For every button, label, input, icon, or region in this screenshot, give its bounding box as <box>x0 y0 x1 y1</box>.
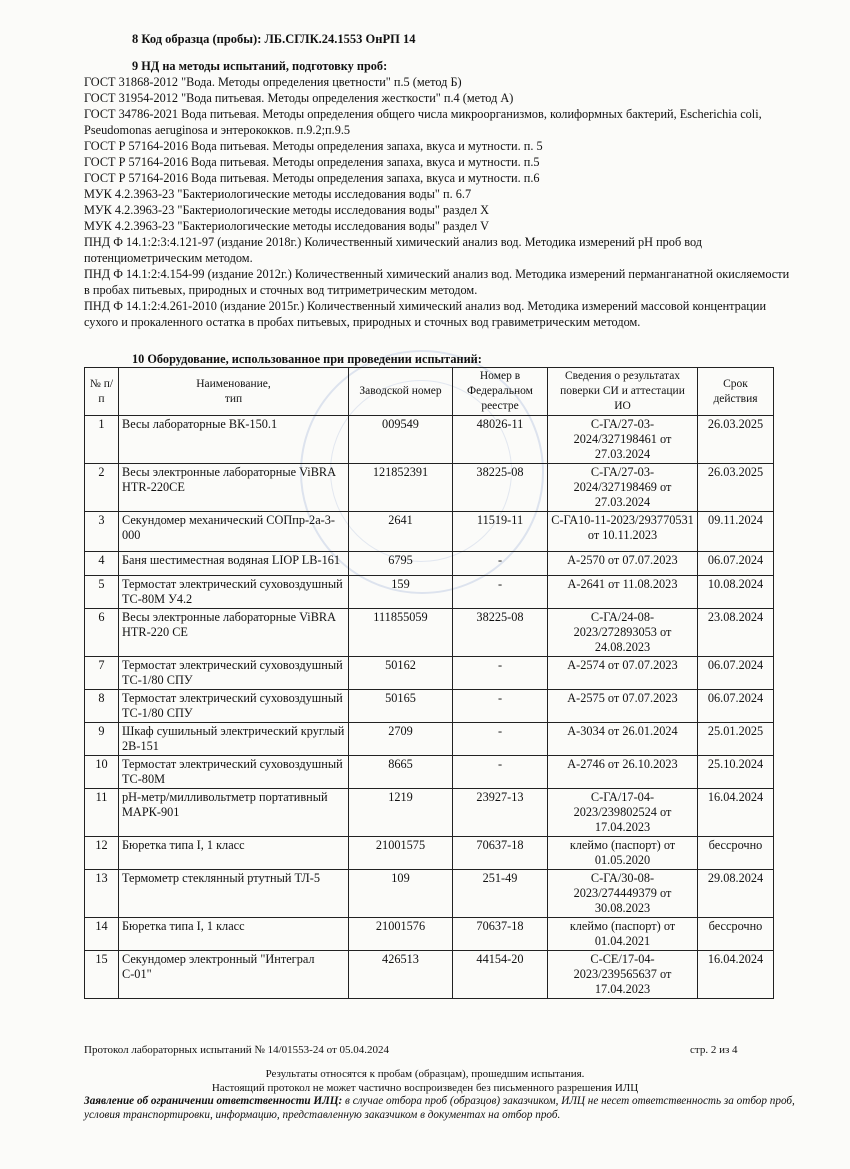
column-header-verification: Сведения о результатах поверки СИ и аттестации ИО <box>548 368 698 416</box>
cell-name: Термостат электрический суховоздушный ТС-1/80 СПУ <box>119 657 349 690</box>
nd-heading: 9 НД на методы испытаний, подготовку проб: <box>132 59 388 73</box>
cell-registry: 251-49 <box>453 870 548 918</box>
cell-validity: 10.08.2024 <box>698 576 774 609</box>
cell-verification: С-СЕ/17-04-2023/239565637 от 17.04.2023 <box>548 951 698 999</box>
disclaimer-text: в случае отбора проб (образцов) заказчиком, ИЛЦ не несет ответственность за отбор проб, условия транспортировки, информацию, представленную заказчиком в документах на отбор проб. <box>84 1095 795 1121</box>
cell-registry: 38225-08 <box>453 464 548 512</box>
cell-name: Баня шестиместная водяная LIOP LB-161 <box>119 552 349 576</box>
nd-line: МУК 4.2.3963-23 "Бактериологические методы исследования воды" раздел X <box>84 203 490 217</box>
equipment-table <box>84 367 774 999</box>
cell-verification: А-2641 от 11.08.2023 <box>548 576 698 609</box>
cell-registry: - <box>453 690 548 723</box>
cell-number: 11 <box>85 789 119 837</box>
cell-serial: 50162 <box>349 657 453 690</box>
cell-number: 5 <box>85 576 119 609</box>
cell-validity: 26.03.2025 <box>698 416 774 464</box>
cell-registry: - <box>453 576 548 609</box>
cell-verification: А-3034 от 26.01.2024 <box>548 723 698 756</box>
nd-line: ПНД Ф 14.1:2:4.154-99 (издание 2012г.) Количественный химический анализ вод. Методика измерений перманганатной окисляемости в пробах питьевых, природных и сточных вод титриметрическим методом. <box>84 267 790 297</box>
cell-number: 13 <box>85 870 119 918</box>
table-row <box>85 723 774 756</box>
cell-validity: 25.01.2025 <box>698 723 774 756</box>
cell-number: 3 <box>85 512 119 552</box>
cell-validity: 06.07.2024 <box>698 552 774 576</box>
cell-verification: А-2746 от 26.10.2023 <box>548 756 698 789</box>
cell-registry: - <box>453 657 548 690</box>
table-row <box>85 657 774 690</box>
cell-number: 12 <box>85 837 119 870</box>
cell-verification: А-2574 от 07.07.2023 <box>548 657 698 690</box>
nd-line: МУК 4.2.3963-23 "Бактериологические методы исследования воды" раздел V <box>84 219 490 233</box>
cell-registry: 11519-11 <box>453 512 548 552</box>
nd-line: ПНД Ф 14.1:2:4.261-2010 (издание 2015г.) Количественный химический анализ вод. Методика измерений массовой концентрации сухого и прокаленного остатка в пробах питьевых, природных и сточных вод гравиметрическим методом. <box>84 299 767 329</box>
cell-verification: А-2575 от 07.07.2023 <box>548 690 698 723</box>
cell-number: 6 <box>85 609 119 657</box>
cell-name: Весы электронные лабораторные ViBRA HTR-220CE <box>119 464 349 512</box>
column-header-validity: Срок действия <box>698 368 774 416</box>
cell-number: 1 <box>85 416 119 464</box>
cell-serial: 21001576 <box>349 918 453 951</box>
table-row <box>85 552 774 576</box>
column-header-number: № п/п <box>85 368 119 416</box>
cell-validity: 06.07.2024 <box>698 657 774 690</box>
nd-line: ГОСТ Р 57164-2016 Вода питьевая. Методы определения запаха, вкуса и мутности. п. 5 <box>84 139 543 153</box>
cell-registry: 38225-08 <box>453 609 548 657</box>
cell-registry: 70637-18 <box>453 918 548 951</box>
cell-registry: - <box>453 723 548 756</box>
cell-name: Секундомер механический СОПпр-2а-3-000 <box>119 512 349 552</box>
disclaimer-title: Заявление об ограничении ответственности ИЛЦ: <box>84 1095 343 1107</box>
cell-number: 9 <box>85 723 119 756</box>
sample-code-label: 8 Код образца (пробы): <box>132 32 262 46</box>
cell-verification: клеймо (паспорт) от 01.05.2020 <box>548 837 698 870</box>
cell-number: 15 <box>85 951 119 999</box>
cell-registry: 48026-11 <box>453 416 548 464</box>
cell-serial: 109 <box>349 870 453 918</box>
cell-serial: 2709 <box>349 723 453 756</box>
cell-validity: 29.08.2024 <box>698 870 774 918</box>
nd-line: ГОСТ 31868-2012 "Вода. Методы определения цветности" п.5 (метод Б) <box>84 75 462 89</box>
nd-line: ГОСТ Р 57164-2016 Вода питьевая. Методы определения запаха, вкуса и мутности. п.5 <box>84 155 540 169</box>
nd-line: ПНД Ф 14.1:2:3:4.121-97 (издание 2018г.) Количественный химический анализ вод. Методика измерений pH проб вод потенциометрическим методом. <box>84 235 703 265</box>
cell-registry: - <box>453 756 548 789</box>
cell-validity: 23.08.2024 <box>698 609 774 657</box>
cell-name: Бюретка типа I, 1 класс <box>119 918 349 951</box>
cell-verification: С-ГА10-11-2023/293770531 от 10.11.2023 <box>548 512 698 552</box>
cell-validity: бессрочно <box>698 918 774 951</box>
cell-validity: 16.04.2024 <box>698 789 774 837</box>
cell-name: Термостат электрический суховоздушный ТС-80М <box>119 756 349 789</box>
equipment-table-body <box>85 416 774 999</box>
table-row <box>85 918 774 951</box>
footer-results-line: Результаты относятся к пробам (образцам), прошедшим испытания. <box>265 1068 585 1080</box>
table-row <box>85 416 774 464</box>
cell-verification: А-2570 от 07.07.2023 <box>548 552 698 576</box>
footer-results-note <box>0 1067 850 1095</box>
cell-name: Весы электронные лабораторные ViBRA HTR-220 CE <box>119 609 349 657</box>
footer-page-number: стр. 2 из 4 <box>690 1044 738 1056</box>
nd-line: МУК 4.2.3963-23 "Бактериологические методы исследования воды" п. 6.7 <box>84 187 472 201</box>
table-row <box>85 789 774 837</box>
cell-verification: С-ГА/24-08-2023/272893053 от 24.08.2023 <box>548 609 698 657</box>
column-header-serial: Заводской номер <box>349 368 453 416</box>
cell-verification: С-ГА/27-03-2024/327198469 от 27.03.2024 <box>548 464 698 512</box>
equipment-heading: 10 Оборудование, использованное при проведении испытаний: <box>132 352 482 366</box>
table-row <box>85 870 774 918</box>
table-row <box>85 576 774 609</box>
cell-serial: 2641 <box>349 512 453 552</box>
cell-validity: 25.10.2024 <box>698 756 774 789</box>
cell-name: Весы лабораторные ВК-150.1 <box>119 416 349 464</box>
cell-verification: С-ГА/30-08-2023/274449379 от 30.08.2023 <box>548 870 698 918</box>
nd-line: ГОСТ 34786-2021 Вода питьевая. Методы определения общего числа микроорганизмов, колиформных бактерий, Escherichia coli, Pseudomonas aeruginosa и энтерококков. п.9.2;п.9.5 <box>84 107 762 137</box>
cell-validity: 16.04.2024 <box>698 951 774 999</box>
column-header-registry: Номер в Федеральном реестре <box>453 368 548 416</box>
cell-number: 4 <box>85 552 119 576</box>
table-row <box>85 756 774 789</box>
cell-registry: - <box>453 552 548 576</box>
cell-name: Термостат электрический суховоздушный ТС-80М У4.2 <box>119 576 349 609</box>
cell-serial: 8665 <box>349 756 453 789</box>
cell-name: Секундомер электронный "Интеграл С-01" <box>119 951 349 999</box>
cell-validity: 09.11.2024 <box>698 512 774 552</box>
cell-number: 14 <box>85 918 119 951</box>
cell-name: Термостат электрический суховоздушный ТС-1/80 СПУ <box>119 690 349 723</box>
cell-number: 10 <box>85 756 119 789</box>
cell-serial: 009549 <box>349 416 453 464</box>
sample-code-value: ЛБ.СГЛК.24.1553 ОнРП 14 <box>264 32 416 46</box>
cell-registry: 23927-13 <box>453 789 548 837</box>
footer-results-line: Настоящий протокол не может частично воспроизведен без письменного разрешения ИЛЦ <box>211 1082 639 1094</box>
nd-line: ГОСТ 31954-2012 "Вода питьевая. Методы определения жесткости" п.4 (метод А) <box>84 91 514 105</box>
cell-serial: 50165 <box>349 690 453 723</box>
cell-serial: 6795 <box>349 552 453 576</box>
nd-methods-section <box>84 58 796 330</box>
cell-validity: 26.03.2025 <box>698 464 774 512</box>
footer-protocol-ref: Протокол лабораторных испытаний № 14/01553-24 от 05.04.2024 <box>84 1044 390 1056</box>
cell-serial: 426513 <box>349 951 453 999</box>
table-row <box>85 837 774 870</box>
table-row <box>85 464 774 512</box>
cell-number: 2 <box>85 464 119 512</box>
cell-name: Шкаф сушильный электрический круглый 2В-151 <box>119 723 349 756</box>
cell-validity: 06.07.2024 <box>698 690 774 723</box>
table-row <box>85 951 774 999</box>
cell-number: 7 <box>85 657 119 690</box>
nd-line: ГОСТ Р 57164-2016 Вода питьевая. Методы определения запаха, вкуса и мутности. п.6 <box>84 171 540 185</box>
cell-verification: С-ГА/17-04-2023/239802524 от 17.04.2023 <box>548 789 698 837</box>
table-row <box>85 609 774 657</box>
cell-registry: 44154-20 <box>453 951 548 999</box>
cell-name: pH-метр/милливольтметр портативный МАРК-901 <box>119 789 349 837</box>
cell-verification: С-ГА/27-03-2024/327198461 от 27.03.2024 <box>548 416 698 464</box>
cell-registry: 70637-18 <box>453 837 548 870</box>
cell-serial: 159 <box>349 576 453 609</box>
column-header-name: Наименование, тип <box>119 368 349 416</box>
cell-verification: клеймо (паспорт) от 01.04.2021 <box>548 918 698 951</box>
cell-name: Бюретка типа I, 1 класс <box>119 837 349 870</box>
cell-name: Термометр стеклянный ртутный ТЛ-5 <box>119 870 349 918</box>
sample-code-line <box>132 32 415 47</box>
footer-disclaimer <box>84 1094 798 1122</box>
table-row <box>85 512 774 552</box>
cell-serial: 21001575 <box>349 837 453 870</box>
table-header-row <box>85 368 774 416</box>
cell-serial: 1219 <box>349 789 453 837</box>
cell-serial: 111855059 <box>349 609 453 657</box>
table-row <box>85 690 774 723</box>
cell-serial: 121852391 <box>349 464 453 512</box>
cell-validity: бессрочно <box>698 837 774 870</box>
cell-number: 8 <box>85 690 119 723</box>
